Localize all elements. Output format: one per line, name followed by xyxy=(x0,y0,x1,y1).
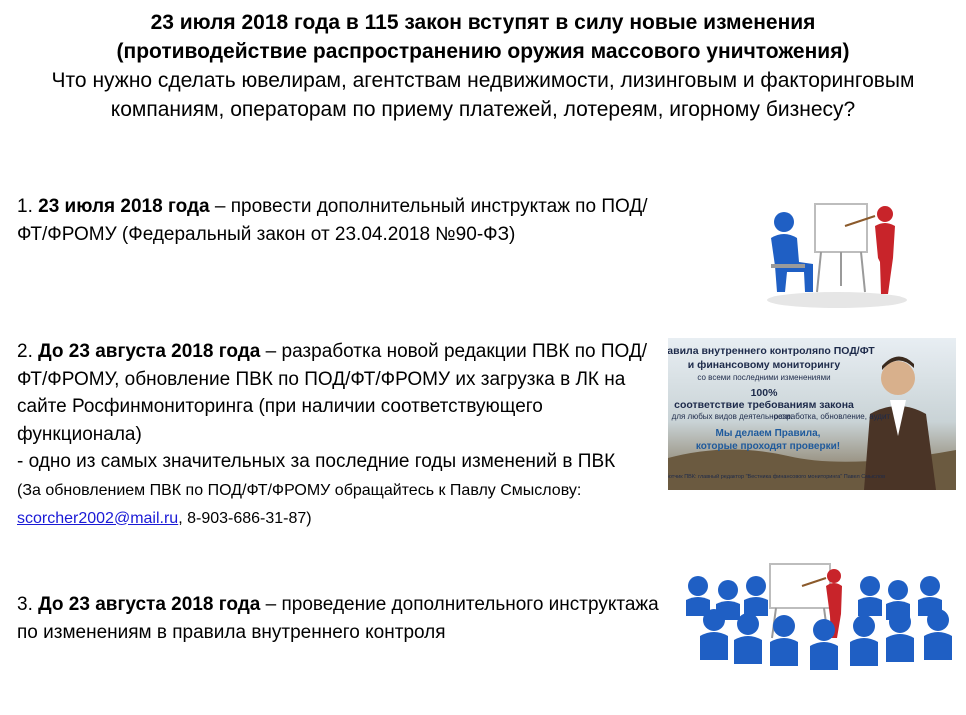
list-item-3 xyxy=(17,591,677,646)
slide-title-line2: (противодействие распространению оружия массового уничтожения) xyxy=(116,40,850,63)
item-number: 2. xyxy=(17,341,33,362)
item-date: До 23 августа 2018 года xyxy=(38,341,261,362)
contact-note xyxy=(17,482,581,527)
item-number: 1. xyxy=(17,196,33,217)
presenter-figures-icon xyxy=(757,196,914,311)
banner-line7: разработка, обновление, аудит xyxy=(773,412,891,421)
note-suffix: , 8-903-686-31-87) xyxy=(178,509,312,527)
banner-line3: со всеми последними изменениями xyxy=(697,373,831,382)
item-number: 3. xyxy=(17,594,33,615)
banner-line9: которые проходят проверки! xyxy=(695,441,841,452)
banner-line5: соответствие требованиям закона xyxy=(674,399,854,411)
presentation-illustration xyxy=(757,196,914,311)
slide-header xyxy=(40,8,926,124)
item-text: – разработка новой редакции ПВК по ПОД/ФТ/ФРОМУ, обновление ПВК по ПОД/ФТ/ФРОМУ их загрузка в ЛК на сайте Росфинмониторинга (при наличии соответствующего функционала) xyxy=(17,341,648,445)
slide-subtitle: Что нужно сделать ювелирам, агентствам недвижимости, лизинговым и факторинговым компаниям, операторам по приему платежей, лотереям, игорному бизнесу? xyxy=(51,69,915,121)
item-date: До 23 августа 2018 года xyxy=(38,594,261,615)
audience-figures-icon xyxy=(684,560,956,687)
banner-line1: Правила внутреннего контроляпо ПОД/ФТ xyxy=(668,345,875,357)
banner-line6: для любых видов деятельности: xyxy=(671,412,793,421)
note-prefix: (За обновлением ПВК по ПОД/ФТ/ФРОМУ обращайтесь к Павлу Смыслову: xyxy=(17,481,582,499)
pvk-promo-banner xyxy=(668,338,956,490)
classroom-illustration xyxy=(684,560,956,687)
banner-line4: 100% xyxy=(750,387,778,399)
banner-line2: и финансовому мониторингу xyxy=(687,359,841,371)
banner-line8: Мы делаем Правила, xyxy=(715,428,821,439)
list-item-1 xyxy=(17,193,657,248)
email-link[interactable]: scorcher2002@mail.ru xyxy=(17,509,179,527)
item-extra: - одно из самых значительных за последние годы изменений в ПВК xyxy=(17,451,616,472)
banner-footer: разработчик ПВК: главный редактор "Вестника финансового мониторинга" Павел Смыслов xyxy=(668,474,885,480)
item-text: – провести дополнительный инструктаж по ПОД/ФТ/ФРОМУ (Федеральный закон от 23.04.2018 №90-ФЗ) xyxy=(17,196,648,245)
item-text: – проведение дополнительного инструктажа по изменениям в правила внутреннего контроля xyxy=(17,594,659,643)
item-date: 23 июля 2018 года xyxy=(38,196,210,217)
list-item-2 xyxy=(17,338,657,532)
slide-title-line1: 23 июля 2018 года в 115 закон вступят в силу новые изменения xyxy=(150,11,816,34)
